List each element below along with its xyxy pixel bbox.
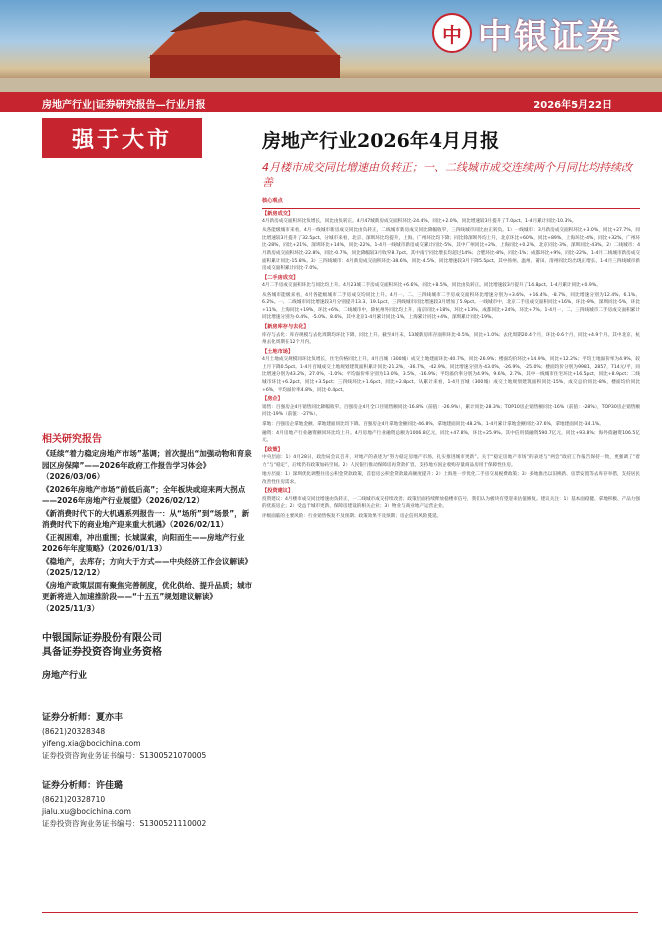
section-heading-developers: 【房企】 bbox=[262, 396, 283, 403]
section-paragraph: 拿地：百强房企拿地金额、拿地建面同比均下降。百强房企4月拿地金额同比-46.8%，拿地建面同比-48.2%。1-4月累计拿地金额同比-37.6%，拿地建面同比-34.1%。 bbox=[262, 421, 604, 427]
brand-logo bbox=[432, 10, 622, 56]
divider bbox=[262, 208, 640, 209]
related-reports-title: 相关研究报告 bbox=[42, 434, 102, 445]
section-paragraph: 中央层面：1）4月28日，政治局会议召开，对地产的表述为“努力稳定房地产市场，扎实推进城市更新”。关于“稳定房地产市场”的表述与“两会”政府工作报告保持一致，更强调了“着力”与“稳定”，后续仍有政策加码空间。2）人民银行推动保障房再贷款扩容，支持地方国企收购存量商品房用于保障性住房。 bbox=[262, 455, 640, 468]
rating-badge: 强于大市 bbox=[42, 118, 202, 158]
analyst-phone: (8621)20328710 bbox=[42, 795, 106, 804]
section-heading-policy: 【政策】 bbox=[262, 446, 283, 453]
brand-emblem-icon: 中 bbox=[432, 13, 472, 53]
section-paragraph: 库存与去化：库存规模与去化周期均环比下降，同比上升。截至4月末，13城新房库存面积环比-0.5%，同比+1.0%；去化周期20.4个月，环比-0.6个月，同比+4.9个月。其中北京、杭州去化周期在12个月内。 bbox=[262, 332, 640, 346]
related-report-item[interactable]: 《稳地产，去库存；方向大于方式——中央经济工作会议解读》（2025/12/12） bbox=[42, 556, 252, 577]
section-paragraph: 销售：百强房企4月销售同比降幅收窄。百强房企4月全口径销售额同比-16.8%（前值：-26.9%），累计同比-28.3%；TOP10房企销售额同比-16%（前值：-28%），TOP30房企销售额同比-19%（前值：-27%）。 bbox=[262, 404, 640, 418]
section-paragraph: 评级面临的主要风险：行业销售恢复不及预期；政策效果不及预期；房企信用风险蔓延。 bbox=[262, 513, 442, 519]
report-topbar bbox=[0, 92, 662, 112]
related-report-item[interactable]: 《新消费时代下的大机遇系列报告一：从“场所”到“场景”，新消费时代下的商业地产迎来重大机遇》（2026/02/11） bbox=[42, 508, 250, 529]
related-reports bbox=[42, 430, 256, 615]
section-paragraph: 从各能级城市来看，4月一线城市新房成交同比由负转正，二线城市新房成交同比降幅收窄，三四线城市同比由正转负。1）一线城市：3月新房成交面积环比+3.0%，同比+27.7%，同比增速较3月提升了32.5pct。分城市来看，北京、深圳环比均提升，上海、广州环比均下降；同比除深圳外均上升，北京环比+60%，同比+89%，上海环比-4%，同比+32%，广州环比-28%，同比+21%，深圳环比+14%，同比-22%。1-4月一线城市新房成交累计同比-5%，其中广州同比+2%，上海同比+0.2%，北京同比-3%，深圳同比-43%。2）二线城市：4月新房成交面积环比-22.8%，同比-0.7%，同比降幅较3月收窄8.7pct。其中南宁同比增长均超过14%；合肥环比-8%，同比-1%；成都环比+9%，同比-22%。1-4月二线城市新房成交面积累计同比-15.8%。3）三四线城市：4月新房成交面积环比-38.6%，同比-4.5%，同比增速较3月下降5.5pct。其中扬州、温州、莆田、清州同比均出现正增长。1-4月三四线城市新房成交面积累计同比-7.0%。 bbox=[262, 228, 640, 272]
section-heading-new-home: 【新房成交】 bbox=[262, 210, 294, 217]
section-paragraph: 地方层面：1）深圳优化调整住房公积金贷款政策，首套房公积金贷款最高额度提升；2）上海进一步优化二手房交易税费政策；3）多地推出以旧换新、房票安置等去库存举措，支持居民改善性住房需求。 bbox=[262, 472, 640, 485]
section-paragraph: 融资：4月房地产行业融资额同环比均上升。4月房地产行业融资总额为1006.8亿元，同比+47.8%，环比+25.9%。其中信用债融资590.7亿元，同比+93.8%；海外债融资106.5亿元。 bbox=[262, 430, 640, 444]
section-paragraph: 投资建议：4月楼市成交同比增速由负转正，一二线城市成交持续改善；政策层面持续释放稳楼市信号，我们认为板块有望迎来估值修复。建议关注：1）基本面稳健、拿地积极、产品力强的优质房企；2）受益于城市更新、保障房建设的相关企业；3）物业与商业地产运营企业。 bbox=[262, 496, 640, 510]
palace-hall bbox=[150, 55, 340, 79]
palace-roof bbox=[130, 20, 360, 58]
analyst-name: 证券分析师：许佳璐 bbox=[42, 781, 124, 791]
footer-divider bbox=[42, 912, 638, 913]
section-heading-inventory: 【新房库存与去化】 bbox=[262, 323, 309, 330]
brand-name: 中银证券 bbox=[478, 16, 622, 57]
company-name: 中银国际证券股份有限公司 bbox=[42, 633, 162, 644]
palace-plaza bbox=[0, 78, 662, 92]
section-paragraph: 4月土地成交规模同环比负增长，住宅价格同比上升。4月百城（300城）成交土地建面环比-40.7%，同比-26.9%；楼面均价环比+14.9%，同比+12.2%；平均土地溢价率为4.9%，较上月下降0.5pct。1-4月百城成交土地规划建筑面积累计同比-21.2%，-36.7%，-42.9%。同比增速分别为-43.0%，-26.9%，-25.0%；楼面均价分别为9981，2857，714元/平，同比增速分别为43.2%，27.0%，-1.0%；平均溢价率分别为13.0%，3.5%，-16.9%；平均溢价率分别为4.9%，9.6%，2.7%。其中一线城市住宅环比+16.5pct，同比+8.9pct；二线城市环比+6.2pct，同比+3.5pct；三四线环比+1.6pct，同比+2.8pct。从累计来看，1-4月百城（300城）成交土地规划建筑面积同比-15%，成交总价同比-8%，楼面均价同比+6%，平均溢价率4.8%，同比-0.4pct。 bbox=[262, 357, 640, 393]
report-body bbox=[262, 196, 640, 914]
section-heading-second-hand: 【二手房成交】 bbox=[262, 274, 299, 281]
section-paragraph: 从各城市能级来看，4月各能级城市二手房成交均同比上升。4月一、二、三四线城市二手房成交面积环比增速分别为+3.6%、+16.4%、-8.7%，同比增速分别为12.4%、6.1%、6.2%。一、二线城市同比增速较3月分别提升13.3、19.1pct，三四线城市同比增速较3月增加了5.9pct。一线城市中，北京二手房成交面积同比+16%，环比-9%，深圳同比-5%，环比+11%，上海同比+19%，环比+6%。二线城市中，除杭州外同比均上升，南京同比+18%，环比+13%，成都同比+24%，环比+7%。1-4月一、二、三四线城市二手房成交面积累计同比增速分别为-0.4%、-5.0%、8.6%，其中北京1-4月累计同比-1%，上海累计同比+4%，深圳累计同比-19%。 bbox=[262, 292, 640, 321]
analyst-cert: 证券投资咨询业务证书编号：S1300521070005 bbox=[42, 751, 207, 760]
report-date: 2026年5月22日 bbox=[533, 100, 612, 111]
company-qualification: 具备证券投资咨询业务资格 bbox=[42, 647, 162, 658]
analyst-cert: 证券投资咨询业务证书编号：S1300521110002 bbox=[42, 819, 207, 828]
related-report-item[interactable]: 《正视困难，冲出重围；长城谋索，向阳而生——房地产行业2026年年度策略》（2026/01/13） bbox=[42, 532, 245, 553]
report-subtitle: 4月楼市成交同比增速由负转正；一、二线城市成交连续两个月同比均持续改善 bbox=[262, 161, 632, 189]
report-title: 房地产行业2026年4月月报 bbox=[262, 130, 500, 152]
industry-label: 房地产行业 bbox=[42, 671, 88, 681]
related-report-item[interactable]: 《2026年房地产市场“前低后高”；全年板块或迎来两大拐点——2026年房地产行业展望》（2026/02/12） bbox=[42, 484, 246, 505]
analyst-name: 证券分析师：夏亦丰 bbox=[42, 713, 124, 723]
analyst-email[interactable]: yifeng.xia@bocichina.com bbox=[42, 739, 141, 748]
analyst-email[interactable]: jialu.xu@bocichina.com bbox=[42, 807, 131, 816]
related-report-item[interactable]: 《延续“着力稳定房地产市场”基调；首次提出“加强动物和育泉园区房保障”——2026年政府工作报告学习体会》（2026/03/06） bbox=[42, 449, 252, 481]
analyst-block bbox=[42, 712, 256, 762]
analyst-block bbox=[42, 780, 256, 830]
company-info bbox=[42, 632, 256, 681]
section-paragraph: 4月二手房成交面积环比与同比均上升。4月23城二手房成交面积环比+6.6%，同比+8.5%，同比由负转正。同比增速较3月提升了14.8pct。1-4月累计同比+0.9%。 bbox=[262, 283, 601, 289]
core-views-heading: 核心观点 bbox=[262, 198, 283, 204]
header-banner bbox=[0, 0, 662, 92]
related-report-item[interactable]: 《房地产政策层面有聚焦完善制度，优化供给、提升品质；城市更新将进入加速推阶段——“十五五”规划建议解读》（2025/11/3） bbox=[42, 580, 252, 613]
section-heading-land: 【土地市场】 bbox=[262, 348, 294, 355]
section-paragraph: 4月新房成交面积环比负增长，同比由负转正。4月47城新房成交面积环比-24.4%，同比+2.0%，同比增速较3月提升了7.0pct。1-4月累计同比-10.3%。 bbox=[262, 219, 577, 225]
report-category: 房地产行业|证券研究报告—行业月报 bbox=[42, 100, 206, 111]
section-heading-investment: 【投资建议】 bbox=[262, 488, 294, 495]
analyst-phone: (8621)20328348 bbox=[42, 727, 106, 736]
